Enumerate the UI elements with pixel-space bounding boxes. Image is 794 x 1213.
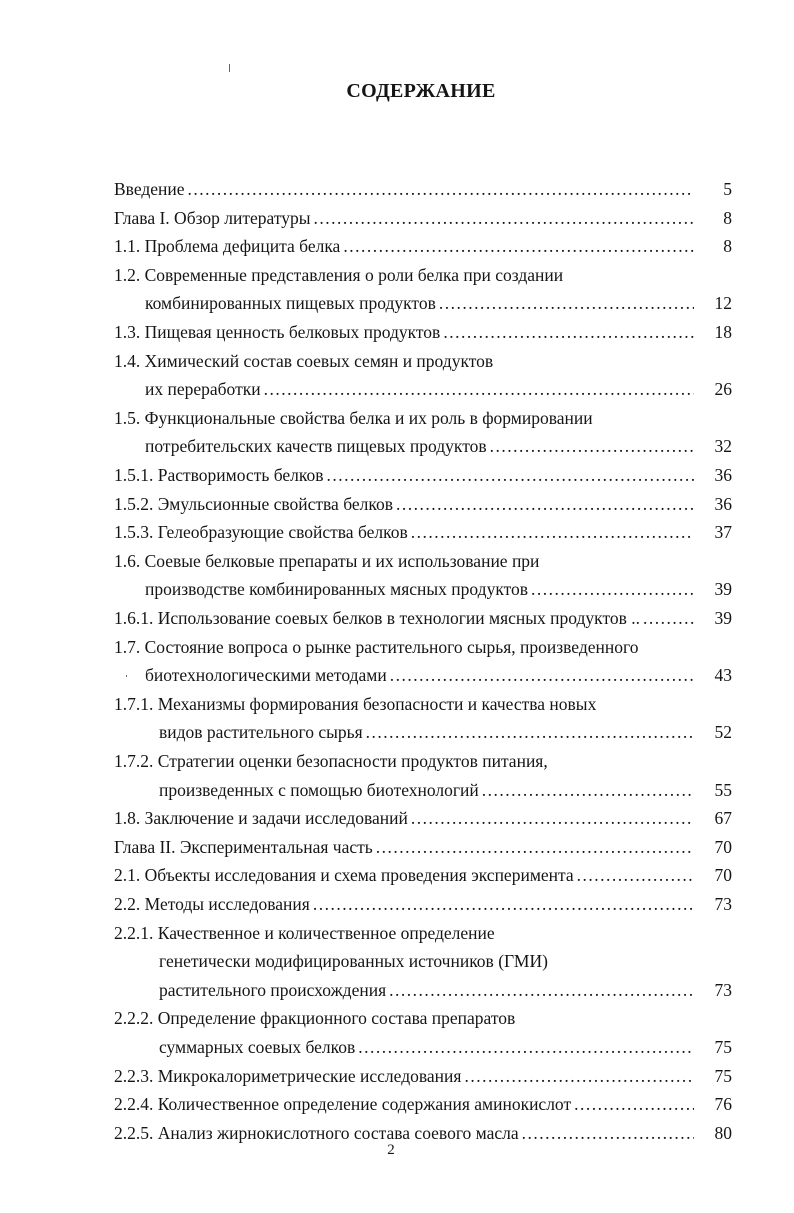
toc-entry bbox=[114, 1063, 694, 1089]
toc-page-number: 67 bbox=[714, 808, 732, 829]
toc-entry-text: 1.7.1. Механизмы формирования безопасности и качества новых bbox=[114, 693, 597, 714]
toc-page-number: 32 bbox=[714, 436, 732, 457]
dot-leader bbox=[490, 433, 694, 459]
toc-page-number: 55 bbox=[714, 779, 732, 800]
toc-entry-text: 1.8. Заключение и задачи исследований bbox=[114, 808, 408, 829]
toc-entry bbox=[114, 1091, 694, 1117]
dot-leader bbox=[439, 290, 694, 316]
toc-entry-text: 2.2. Методы исследования bbox=[114, 894, 310, 914]
dot-leader bbox=[396, 491, 694, 517]
toc-page-number: 52 bbox=[714, 722, 732, 743]
toc-entry bbox=[114, 920, 694, 946]
toc-entry bbox=[114, 519, 694, 545]
toc-page-number: 18 bbox=[714, 322, 732, 342]
toc-page-number: 12 bbox=[714, 293, 732, 314]
dot-leader bbox=[314, 205, 694, 231]
dot-leader bbox=[574, 1091, 694, 1117]
dot-leader bbox=[358, 1034, 694, 1060]
dot-leader bbox=[389, 977, 694, 1003]
toc-entry-text: 1.5. Функциональные свойства белка и их роль в формировании bbox=[114, 407, 593, 428]
toc-entry-text: 2.2.5. Анализ жирнокислотного состава соевого масла bbox=[114, 1122, 519, 1143]
toc-entry-text: Введение bbox=[114, 179, 185, 199]
toc-entry bbox=[114, 748, 694, 774]
toc-entry-text: 1.2. Современные представления о роли белка при создании bbox=[114, 264, 564, 285]
toc-page-number: 36 bbox=[714, 465, 732, 485]
toc-page-number: 70 bbox=[714, 865, 732, 886]
toc-entry bbox=[114, 805, 694, 831]
dot-leader bbox=[366, 719, 694, 745]
toc-page-number: 70 bbox=[714, 836, 732, 857]
toc-entry-text: 1.6. Соевые белковые препараты и их использование при bbox=[114, 550, 540, 571]
toc-page-number: 36 bbox=[714, 493, 732, 514]
toc-entry-text: 1.5.3. Гелеобразующие свойства белков bbox=[114, 522, 408, 543]
toc-entry-continuation bbox=[159, 777, 694, 803]
toc-entry-text: 1.1. Проблема дефицита белка bbox=[114, 236, 341, 257]
scan-speck bbox=[126, 675, 127, 677]
dot-leader bbox=[327, 462, 694, 488]
toc-entry-continuation bbox=[145, 433, 694, 459]
dot-leader bbox=[464, 1063, 694, 1089]
dot-leader bbox=[264, 376, 694, 402]
toc-page-number: 37 bbox=[714, 522, 732, 543]
toc-entry-text: видов растительного сырья bbox=[159, 722, 363, 743]
toc-entry bbox=[114, 319, 694, 345]
dot-leader bbox=[643, 605, 694, 631]
toc-entry-continuation bbox=[159, 977, 694, 1003]
toc-entry-text: 1.5.1. Растворимость белков bbox=[114, 465, 324, 485]
toc-entry-continuation bbox=[145, 290, 694, 316]
toc-entry-text: 1.4. Химический состав соевых семян и продуктов bbox=[114, 350, 494, 371]
toc-entry-continuation bbox=[159, 719, 694, 745]
toc-entry bbox=[114, 691, 694, 717]
toc-entry-continuation bbox=[159, 1034, 694, 1060]
dot-leader bbox=[411, 519, 694, 545]
toc-entry-continuation bbox=[145, 576, 694, 602]
toc-entry-continuation bbox=[145, 376, 694, 402]
dot-leader bbox=[188, 176, 694, 202]
toc-entry-text: 2.2.1. Качественное и количественное определение bbox=[114, 922, 495, 943]
toc-entry-text: 2.2.2. Определение фракционного состава препаратов bbox=[114, 1008, 516, 1029]
toc-entry bbox=[114, 491, 694, 517]
dot-leader bbox=[390, 662, 694, 688]
toc-page-number: 73 bbox=[714, 894, 732, 914]
toc-entry-text: Глава II. Экспериментальная часть bbox=[114, 836, 373, 857]
toc-entry-text: 2.2.4. Количественное определение содержания аминокислот bbox=[114, 1094, 572, 1115]
toc-entry-text: растительного происхождения bbox=[159, 979, 387, 1000]
toc-entry bbox=[114, 462, 694, 488]
toc-entry-text: 1.6.1. Использование соевых белков в технологии мясных продуктов .. bbox=[114, 608, 641, 628]
toc-entry-text: 1.3. Пищевая ценность белковых продуктов bbox=[114, 322, 441, 342]
toc-page-number: 80 bbox=[714, 1122, 732, 1143]
toc-entry bbox=[114, 348, 694, 374]
toc-entry bbox=[114, 634, 694, 660]
toc-entry bbox=[114, 176, 694, 202]
toc-page-number: 75 bbox=[714, 1065, 732, 1086]
page-number: 2 bbox=[387, 1142, 395, 1158]
toc-entry-text: генетически модифицированных источников (ГМИ) bbox=[159, 951, 548, 972]
scan-speck bbox=[229, 64, 230, 72]
toc-entry-continuation bbox=[159, 948, 694, 974]
toc-entry-text: производстве комбинированных мясных продуктов bbox=[145, 579, 529, 600]
toc-entry bbox=[114, 205, 694, 231]
toc-page-number: 8 bbox=[723, 207, 732, 228]
toc-entry-continuation bbox=[145, 662, 694, 688]
toc-entry bbox=[114, 605, 694, 631]
toc-entry-text: биотехнологическими методами bbox=[145, 665, 387, 686]
toc-entry bbox=[114, 1005, 694, 1031]
toc-page-number: 39 bbox=[714, 579, 732, 600]
dot-leader bbox=[411, 805, 694, 831]
toc-page-number: 26 bbox=[714, 379, 732, 400]
toc-entry-text: Глава I. Обзор литературы bbox=[114, 207, 311, 228]
toc-page-number: 43 bbox=[714, 665, 732, 686]
dot-leader bbox=[482, 777, 694, 803]
dot-leader bbox=[577, 862, 694, 888]
toc-page-number: 8 bbox=[723, 236, 732, 257]
toc-entry-text: 2.1. Объекты исследования и схема проведения эксперимента bbox=[114, 865, 574, 886]
toc-entry bbox=[114, 862, 694, 888]
toc-entry-text: комбинированных пищевых продуктов bbox=[145, 293, 436, 314]
toc-entry bbox=[114, 548, 694, 574]
toc-entry-text: 2.2.3. Микрокалориметрические исследования bbox=[114, 1065, 462, 1086]
toc-entry-text: произведенных с помощью биотехнологий bbox=[159, 779, 479, 800]
page-title: СОДЕРЖАНИЕ bbox=[346, 80, 496, 102]
toc-entry bbox=[114, 834, 694, 860]
toc-page-number: 75 bbox=[714, 1037, 732, 1057]
dot-leader bbox=[531, 576, 694, 602]
toc-entry-text: 1.5.2. Эмульсионные свойства белков bbox=[114, 493, 394, 514]
toc-page-number: 73 bbox=[714, 979, 732, 1000]
toc-entry bbox=[114, 405, 694, 431]
toc-entry-text: 1.7. Состояние вопроса о рынке растительного сырья, произведенного bbox=[114, 636, 639, 657]
toc-entry bbox=[114, 891, 694, 917]
toc-entry-text: их переработки bbox=[145, 379, 261, 400]
toc-entry bbox=[114, 262, 694, 288]
dot-leader bbox=[343, 233, 694, 259]
toc-page-number: 76 bbox=[714, 1094, 732, 1115]
dot-leader bbox=[313, 891, 694, 917]
toc-entry-text: 1.7.2. Стратегии оценки безопасности продуктов питания, bbox=[114, 751, 548, 771]
toc-entry-text: суммарных соевых белков bbox=[159, 1037, 356, 1057]
dot-leader bbox=[376, 834, 694, 860]
toc-entry-text: потребительских качеств пищевых продуктов bbox=[145, 436, 487, 457]
toc-page-number: 39 bbox=[714, 608, 732, 628]
toc-page-number: 5 bbox=[723, 179, 732, 199]
toc-entry bbox=[114, 233, 694, 259]
dot-leader bbox=[443, 319, 694, 345]
